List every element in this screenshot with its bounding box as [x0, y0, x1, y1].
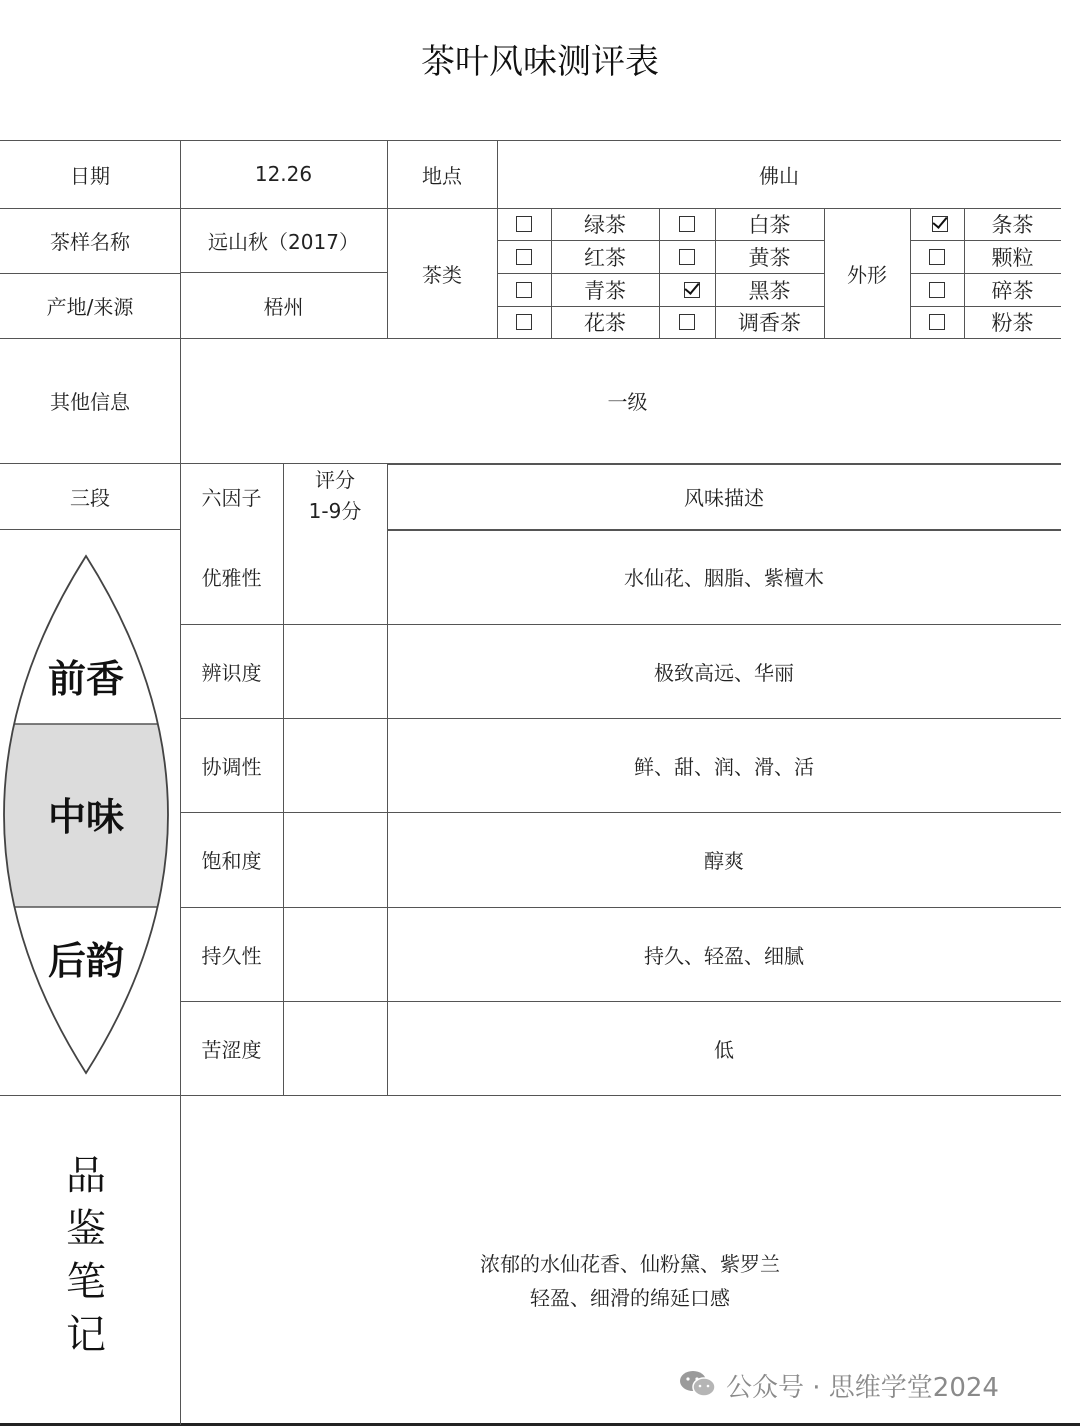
factor-score[interactable] [283, 907, 387, 1001]
option-red-tea: 红茶 [584, 245, 626, 270]
option-scented-tea: 调香茶 [738, 311, 801, 335]
stages-header: 三段 [70, 485, 110, 510]
factor-description: 水仙花、胭脂、紫檀木 [624, 566, 824, 590]
checkbox-broken-tea[interactable] [929, 282, 945, 298]
checkbox-white-tea[interactable] [679, 216, 695, 232]
checkbox-green-tea[interactable] [516, 216, 532, 232]
factor-score[interactable] [283, 624, 387, 718]
factor-name: 辨识度 [201, 660, 262, 685]
place-label: 地点 [422, 163, 462, 188]
stage-middle-note: 中味 [47, 794, 124, 839]
checkbox-flower-tea[interactable] [516, 314, 532, 330]
checkbox-powder-tea[interactable] [929, 314, 945, 330]
checkbox-yellow-tea[interactable] [679, 249, 695, 265]
factor-description: 极致高远、华丽 [654, 660, 794, 685]
checkbox-dark-tea[interactable] [684, 282, 700, 298]
tasting-notes-line1: 浓郁的水仙花香、仙粉黛、紫罗兰 [480, 1251, 780, 1276]
tea-type-label: 茶类 [422, 262, 462, 287]
checkbox-oolong-tea[interactable] [516, 282, 532, 298]
watermark-text: 公众号 · 思维学堂2024 [726, 1372, 999, 1403]
place-value: 佛山 [759, 163, 799, 188]
option-oolong-tea: 青茶 [584, 278, 626, 303]
option-powder-tea: 粉茶 [991, 311, 1034, 335]
date-label: 日期 [70, 163, 110, 188]
stage-finish-note: 后韵 [47, 938, 124, 983]
tasting-notes-line2: 轻盈、细滑的绵延口感 [530, 1285, 730, 1310]
factor-description: 醇爽 [704, 849, 744, 873]
other-info-label: 其他信息 [50, 390, 130, 414]
notes-label-char: 记 [66, 1311, 106, 1358]
option-green-tea: 绿茶 [584, 213, 626, 237]
checkbox-strip-tea[interactable] [932, 216, 948, 232]
factor-score[interactable] [283, 1001, 387, 1095]
stage-top-note: 前香 [47, 656, 124, 701]
factor-name: 饱和度 [201, 849, 262, 873]
factor-name: 优雅性 [201, 566, 262, 590]
score-header [283, 463, 387, 529]
option-dark-tea: 黑茶 [748, 278, 791, 303]
description-header: 风味描述 [684, 485, 764, 510]
score-header-line1: 评分 [315, 468, 355, 492]
other-info-value: 一级 [607, 390, 648, 414]
option-white-tea: 白茶 [748, 213, 791, 237]
factor-name: 协调性 [201, 754, 262, 779]
factors-header: 六因子 [201, 485, 262, 510]
notes-label-char: 品 [66, 1152, 106, 1199]
factor-score[interactable] [283, 812, 387, 907]
option-yellow-tea: 黄茶 [748, 245, 791, 270]
factor-score[interactable] [283, 529, 387, 624]
factor-description: 鲜、甜、润、滑、活 [634, 754, 814, 779]
option-granule-tea: 颗粒 [991, 245, 1034, 270]
checkbox-scented-tea[interactable] [679, 314, 695, 330]
origin-value: 梧州 [263, 294, 304, 319]
notes-label-char: 鉴 [66, 1205, 106, 1252]
wechat-logo-icon [678, 1369, 718, 1399]
factor-name: 苦涩度 [201, 1037, 262, 1062]
notes-label-char: 笔 [66, 1258, 106, 1305]
factor-description: 低 [714, 1037, 734, 1062]
option-flower-tea: 花茶 [584, 311, 626, 335]
tasting-notes-label [0, 1148, 172, 1363]
checkbox-granule-tea[interactable] [929, 249, 945, 265]
origin-label: 产地/来源 [46, 295, 134, 319]
sample-value: 远山秋（2017） [208, 229, 359, 254]
factor-name: 持久性 [201, 943, 262, 968]
factor-description: 持久、轻盈、细腻 [644, 943, 804, 968]
page-title: 茶叶风味测评表 [421, 41, 659, 82]
option-broken-tea: 碎茶 [991, 278, 1034, 303]
factor-score[interactable] [283, 718, 387, 812]
date-value: 12.26 [254, 162, 313, 186]
shape-label: 外形 [847, 262, 887, 287]
option-strip-tea: 条茶 [991, 213, 1034, 237]
sample-label: 茶样名称 [50, 230, 130, 254]
checkbox-black-tea[interactable] [516, 249, 532, 265]
score-header-line2: 1-9分 [308, 499, 362, 523]
